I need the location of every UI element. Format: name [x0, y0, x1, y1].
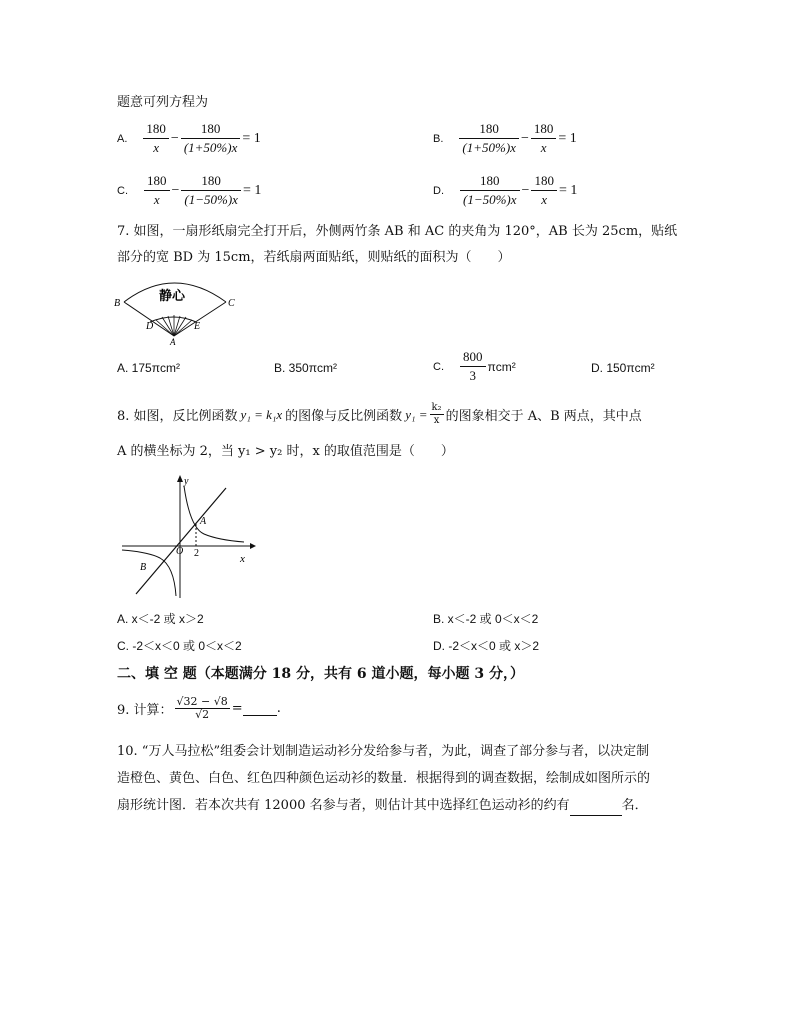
intro-text: 题意可列方程为	[117, 95, 209, 110]
q10-answer-blank[interactable]	[570, 799, 622, 816]
linear-function-line	[136, 488, 226, 594]
section-heading: 二、填 空 题（本题满分 18 分，共有 6 道小题，每小题 3 分，）	[117, 666, 524, 682]
q8-option-d: D. -2＜x＜0 或 x＞2	[433, 639, 540, 653]
q10-stem-line3: 扇形统计图．若本次共有 12000 名参与者，则估计其中选择红色运动衫的约有 名．	[117, 796, 648, 816]
q8-graph	[118, 472, 258, 602]
q8-option-a: A. x＜-2 或 x＞2	[117, 612, 204, 626]
svg-text:x: x	[240, 553, 245, 565]
fan-text: 静心	[159, 289, 186, 304]
q7-stem-line2: 部分的宽 BD 为 15cm，若纸扇两面贴纸，则贴纸的面积为（ ）	[117, 250, 511, 265]
q6-option-d: D. $\frac{180}{(1-50\%)x}$ − $\frac{180}{x}$ = 1	[433, 173, 578, 207]
svg-text:2: 2	[194, 548, 199, 559]
q8-option-c: C. -2＜x＜0 或 0＜x＜2	[117, 639, 242, 653]
q6-option-a: A. $\frac{180}{x}$ − $\frac{180}{(1+50\%)x}$ = 1	[117, 121, 261, 155]
q8-option-b: B. x＜-2 或 0＜x＜2	[433, 612, 539, 626]
svg-text:y: y	[184, 476, 189, 487]
svg-text:B: B	[140, 562, 147, 573]
q6-option-c: C. $\frac{180}{x}$ − $\frac{180}{(1-50\%)x}$ = 1	[117, 173, 262, 207]
svg-text:A: A	[200, 516, 207, 527]
q9-stem: 9. 计算： $\frac{√32 - √8}{√2}$ = .	[117, 695, 281, 721]
fan-figure	[112, 274, 242, 346]
q7-option-b: B. 350πcm²	[274, 361, 337, 375]
label-b: B	[114, 298, 121, 309]
label-a: A	[170, 337, 176, 346]
label-c: C	[228, 298, 235, 309]
q7-option-a: A. 175πcm²	[117, 361, 180, 375]
q10-stem-line2: 造橙色、黄色、白色、红色四种颜色运动衫的数量．根据得到的调查数据，绘制成如图所示的	[117, 771, 651, 786]
label-d: D	[146, 321, 154, 332]
hyperbola-branch-1	[184, 486, 244, 542]
q7-option-d: D. 150πcm²	[591, 361, 655, 375]
q8-stem-line1: 8. 如图，反比例函数 y₁ = k₁x 的图像与反比例函数 y₁ = $\frac{\text{k₂}}{x}$ 的图象相交于 A、B 两点，其中点	[117, 402, 642, 426]
svg-text:O: O	[176, 546, 184, 557]
q10-stem-line1: 10. “万人马拉松”组委会计划制造运动衫分发给参与者，为此，调查了部分参与者，以决定制	[117, 744, 650, 759]
q9-answer-blank[interactable]	[243, 701, 277, 716]
label-e: E	[194, 321, 201, 332]
q7-option-c: C. $\frac{800}{3}$ πcm²	[433, 349, 516, 383]
q7-stem-line1: 7. 如图，一扇形纸扇完全打开后，外侧两竹条 AB 和 AC 的夹角为 120°，AB 长为 25cm，贴纸	[117, 224, 678, 239]
q6-option-b: B. $\frac{180}{(1+50\%)x}$ − $\frac{180}{x}$ = 1	[433, 121, 577, 155]
q8-stem-line2: A 的横坐标为 2，当 y₁ > y₂ 时，x 的取值范围是（ ）	[117, 444, 454, 459]
